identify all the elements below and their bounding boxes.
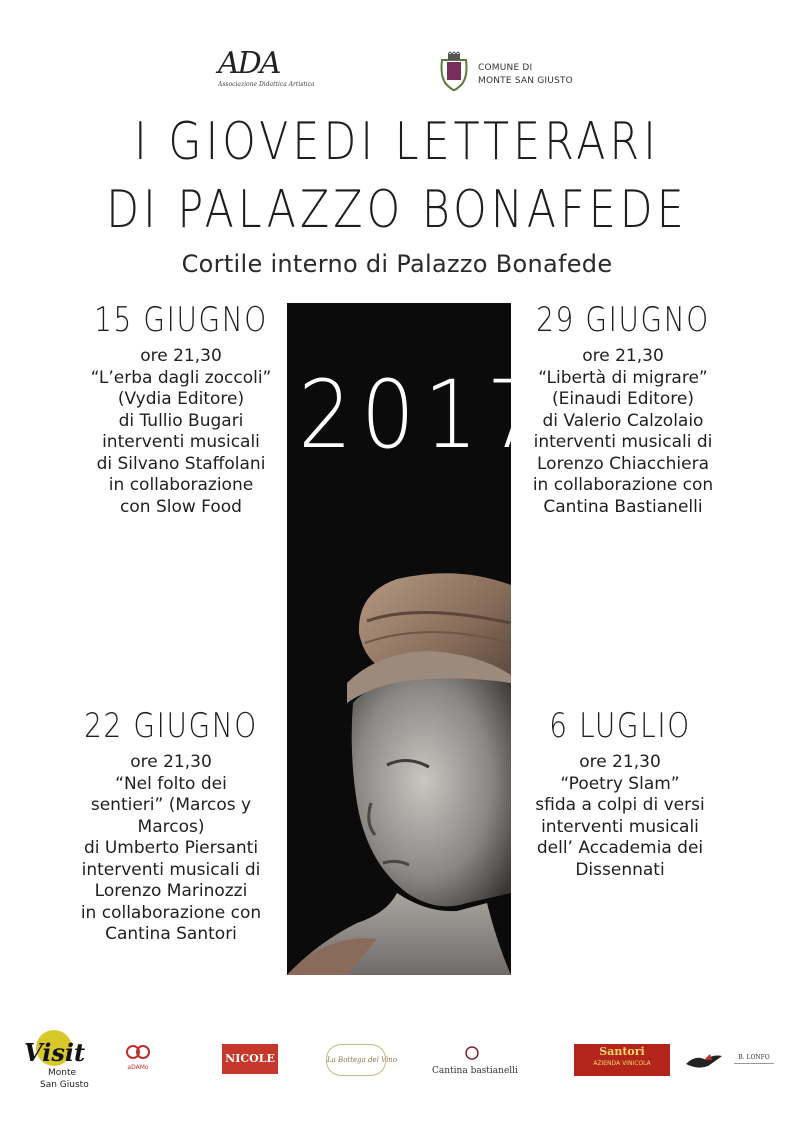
event-detail: dell’ Accademia dei [536,838,704,858]
bird-icon [684,1050,724,1074]
event-block-3 [56,706,286,946]
sponsor-nicole-logo [222,1044,278,1074]
sponsor-lonfo-text: B. LONFO [738,1054,770,1061]
ada-logo [218,47,326,95]
rings-icon [122,1044,154,1060]
event-time: ore 21,30 [140,346,222,366]
event-detail: con Slow Food [120,496,242,517]
event-detail: (Vydia Editore) [117,389,245,409]
event-date: 22 GIUGNO [84,706,258,746]
event-time: ore 21,30 [130,752,212,772]
sponsor-bottega-logo [326,1044,398,1076]
event-detail: in collaborazione [108,475,254,495]
event-date: 6 LUGLIO [549,706,691,746]
event-detail: sentieri” (Marcos y [90,795,252,815]
event-detail: “Libertà di migrare” [538,367,708,388]
sponsor-visit-sub2: San Giusto [40,1080,89,1090]
event-detail: in collaborazione con [532,475,714,495]
sponsor-2-text: aDAMo [127,1064,149,1071]
event-detail: Cantina Bastianelli [543,496,703,517]
event-date: 29 GIUGNO [536,300,710,340]
event-detail: Dissennati [575,859,665,880]
event-detail: Cantina Santori [105,924,237,944]
event-detail: (Einaudi Editore) [551,389,694,409]
sponsor-santori-sub: AZIENDA VINICOLA [593,1060,651,1067]
statue-image [287,303,550,975]
event-detail: Marcos) [137,816,205,837]
central-panel [287,303,550,975]
sponsor-bottega-text: La Bottega del Vino [327,1056,398,1064]
event-detail: di Tullio Bugari [118,410,244,431]
crest-icon [438,52,470,92]
event-detail: sfida a colpi di versi [535,795,705,815]
event-date: 15 GIUGNO [94,300,268,340]
event-detail: “L’erba dagli zoccoli” [90,367,272,388]
main-title-line1: I GIOVEDI LETTERARI [134,112,660,172]
event-detail: di Valerio Calzolaio [542,410,704,431]
event-time: ore 21,30 [582,346,664,366]
event-detail: “Nel folto dei [115,773,227,794]
event-detail: “Poetry Slam” [560,773,680,794]
event-detail: di Silvano Staffolani [96,453,266,474]
event-detail: interventi musicali di [81,859,261,880]
sponsor-visit-sub1: Monte [48,1068,77,1078]
sponsor-visit-logo [24,1030,94,1096]
comune-line1: COMUNE DI [478,63,533,73]
sponsor-visit-text: Visit [24,1038,86,1067]
year-label: 2017 [298,361,550,470]
comune-line2: MONTE SAN GIUSTO [478,76,573,86]
bastianelli-emblem-icon [465,1044,479,1062]
event-block-4 [505,706,735,881]
event-detail: Lorenzo Chiacchiera [537,453,709,474]
ada-logo-mark: ADA [218,46,280,81]
sponsor-bastianelli-text: Cantina bastianelli [432,1066,518,1076]
comune-logo [438,52,618,94]
event-detail: interventi musicali [102,432,260,452]
sponsor-bastianelli-logo [432,1044,518,1078]
event-detail: interventi musicali [541,816,699,837]
event-block-1 [66,300,296,518]
event-block-2 [508,300,738,518]
event-detail: Lorenzo Marinozzi [94,881,248,901]
main-title-line2: DI PALAZZO BONAFEDE [106,180,688,240]
event-detail: di Umberto Piersanti [83,838,259,858]
sponsor-santori-text: Santori [599,1045,645,1058]
event-time: ore 21,30 [579,752,661,772]
sponsor-lonfo-logo [734,1054,774,1074]
venue-subtitle: Cortile interno di Palazzo Bonafede [181,250,613,278]
sponsor-santori-logo [574,1044,670,1076]
sponsor-logo-2 [122,1044,154,1076]
sponsor-bird-logo [684,1050,724,1074]
lonfo-rule [734,1063,774,1064]
event-detail: in collaborazione con [80,902,262,923]
sponsor-nicole-text: NICOLE [225,1052,275,1065]
ada-logo-tagline: Associazione Didattica Artistica [218,81,315,88]
event-detail: interventi musicali di [533,432,713,452]
